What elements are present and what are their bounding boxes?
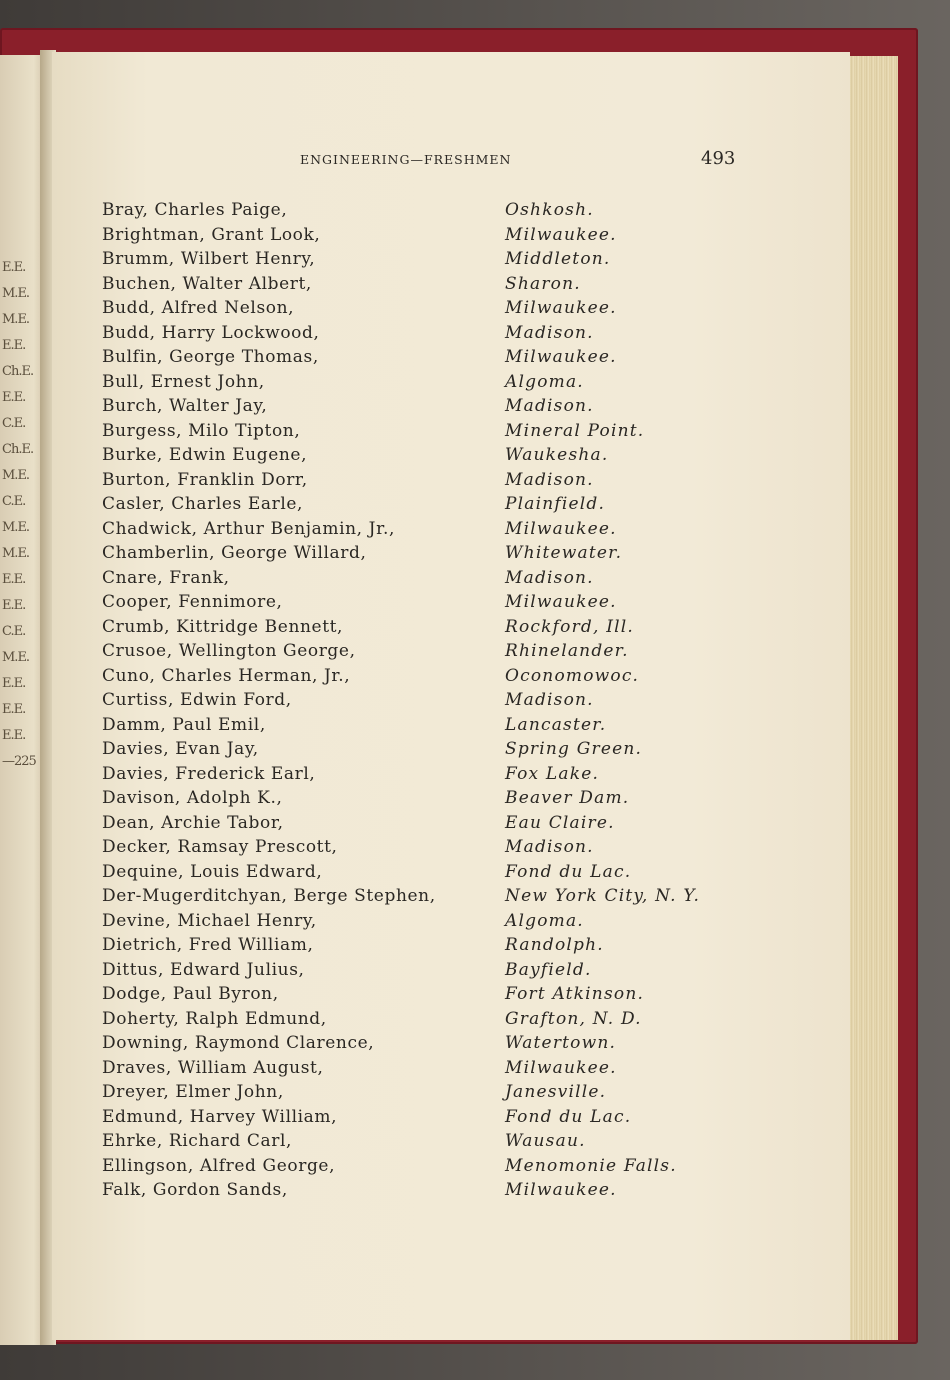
student-name: Davies, Evan Jay, [102,739,259,759]
list-item [102,247,782,272]
student-name: Dean, Archie Tabor, [102,812,284,833]
student-name: Der-Mugerditchyan, Berge Stephen, [102,886,436,906]
hometown: Milwaukee. [505,1180,617,1200]
previous-page-mark: E.E. [2,390,26,405]
hometown: Rhinelander. [505,641,629,661]
hometown: Wausau. [505,1131,586,1151]
student-name: Dittus, Edward Julius, [102,959,305,980]
previous-page-mark: M.E. [2,520,30,535]
list-item [102,1056,782,1081]
student-name: Crumb, Kittridge Bennett, [102,616,344,637]
previous-page-mark: E.E. [2,338,26,353]
student-name: Dreyer, Elmer John, [102,1082,284,1102]
hometown: Sharon. [505,273,581,294]
student-name: Doherty, Ralph Edmund, [102,1008,327,1029]
list-item [102,688,782,713]
student-name: Burton, Franklin Dorr, [102,469,308,490]
student-name: Decker, Ramsay Prescott, [102,837,338,857]
hometown: Watertown. [505,1033,617,1053]
page-edges [850,56,898,1340]
previous-page-mark: E.E. [2,676,26,691]
list-item [102,737,782,762]
hometown: Rockford, Ill. [505,616,634,637]
previous-page-mark: E.E. [2,572,26,587]
hometown: Oconomowoc. [505,665,640,686]
hometown: Bayfield. [505,959,592,980]
hometown: Fort Atkinson. [505,984,645,1004]
hometown: Madison. [505,690,594,710]
list-item [102,419,782,444]
previous-page-mark: C.E. [2,494,26,509]
student-name: Brumm, Wilbert Henry, [102,249,316,269]
page-number: 493 [701,148,736,169]
list-item [102,909,782,934]
hometown: Lancaster. [505,714,607,735]
list-item [102,198,782,223]
previous-page-mark: E.E. [2,598,26,613]
list-item [102,272,782,297]
hometown: Algoma. [505,910,584,931]
student-name: Edmund, Harvey William, [102,1106,338,1127]
hometown: Algoma. [505,371,584,392]
student-name: Budd, Harry Lockwood, [102,322,320,343]
student-name: Cooper, Fennimore, [102,592,283,612]
list-item [102,566,782,591]
hometown: Beaver Dam. [505,788,630,808]
student-name: Casler, Charles Earle, [102,494,304,514]
running-title: ENGINEERING—FRESHMEN [300,152,512,167]
previous-page-mark: —225 [2,754,36,769]
previous-page-mark: C.E. [2,416,26,431]
previous-page-mark: E.E. [2,702,26,717]
hometown: Grafton, N. D. [505,1008,642,1029]
student-name: Cuno, Charles Herman, Jr., [102,665,351,686]
list-item [102,1178,782,1203]
previous-page-mark: M.E. [2,546,30,561]
previous-page-mark: Ch.E. [2,364,34,379]
hometown: Menomonie Falls. [505,1155,677,1176]
list-item [102,811,782,836]
list-item [102,443,782,468]
hometown: Milwaukee. [505,224,617,245]
list-item [102,296,782,321]
hometown: Madison. [505,322,594,343]
list-item [102,835,782,860]
hometown: Mineral Point. [505,420,645,441]
student-name: Dodge, Paul Byron, [102,984,279,1004]
list-item [102,468,782,493]
previous-page-marks [2,255,42,775]
list-item [102,1031,782,1056]
student-name: Davies, Frederick Earl, [102,763,316,784]
student-name: Davison, Adolph K., [102,788,283,808]
hometown: Milwaukee. [505,298,617,318]
list-item [102,860,782,885]
student-name: Bray, Charles Paige, [102,200,288,220]
student-name: Brightman, Grant Look, [102,224,321,245]
hometown: Milwaukee. [505,518,617,539]
previous-page-mark: Ch.E. [2,442,34,457]
list-item [102,1105,782,1130]
student-name: Chadwick, Arthur Benjamin, Jr., [102,518,395,539]
list-item [102,786,782,811]
student-name: Buchen, Walter Albert, [102,273,312,294]
list-item [102,345,782,370]
hometown: Spring Green. [505,739,643,759]
list-item [102,639,782,664]
student-name: Ellingson, Alfred George, [102,1155,336,1176]
list-item [102,321,782,346]
hometown: Fond du Lac. [505,861,632,882]
student-name: Bull, Ernest John, [102,371,265,392]
previous-page-mark: M.E. [2,286,30,301]
student-name: Curtiss, Edwin Ford, [102,690,292,710]
student-name: Damm, Paul Emil, [102,714,266,735]
hometown: Madison. [505,837,594,857]
hometown: Oshkosh. [505,200,594,220]
student-name: Dietrich, Fred William, [102,935,314,955]
student-list [102,198,782,1203]
student-name: Burgess, Milo Tipton, [102,420,301,441]
previous-page-mark: M.E. [2,468,30,483]
hometown: Whitewater. [505,543,623,563]
list-item [102,1007,782,1032]
list-item [102,541,782,566]
hometown: Fond du Lac. [505,1106,632,1127]
hometown: Eau Claire. [505,812,615,833]
hometown: Janesville. [505,1082,607,1102]
hometown: Milwaukee. [505,1057,617,1078]
hometown: Fox Lake. [505,763,600,784]
student-name: Dequine, Louis Edward, [102,861,323,882]
list-item [102,1080,782,1105]
list-item [102,1154,782,1179]
previous-page-mark: C.E. [2,624,26,639]
hometown: Madison. [505,396,594,416]
hometown: Madison. [505,567,594,588]
list-item [102,713,782,738]
student-name: Burch, Walter Jay, [102,396,268,416]
previous-page-mark: E.E. [2,728,26,743]
list-item [102,958,782,983]
previous-page-mark: M.E. [2,312,30,327]
student-name: Chamberlin, George Willard, [102,543,367,563]
list-item [102,982,782,1007]
hometown: Middleton. [505,249,611,269]
list-item [102,1129,782,1154]
list-item [102,517,782,542]
hometown: Madison. [505,469,594,490]
hometown: New York City, N. Y. [505,886,701,906]
list-item [102,370,782,395]
student-name: Devine, Michael Henry, [102,910,317,931]
previous-page-mark: M.E. [2,650,30,665]
student-name: Downing, Raymond Clarence, [102,1033,375,1053]
hometown: Milwaukee. [505,592,617,612]
student-name: Bulfin, George Thomas, [102,347,319,367]
student-name: Budd, Alfred Nelson, [102,298,295,318]
hometown: Milwaukee. [505,347,617,367]
student-name: Ehrke, Richard Carl, [102,1131,293,1151]
list-item [102,223,782,248]
student-name: Burke, Edwin Eugene, [102,445,308,465]
list-item [102,933,782,958]
student-name: Cnare, Frank, [102,567,230,588]
list-item [102,394,782,419]
list-item [102,590,782,615]
student-name: Crusoe, Wellington George, [102,641,356,661]
hometown: Randolph. [505,935,604,955]
previous-page-mark: E.E. [2,260,26,275]
student-name: Draves, William August, [102,1057,324,1078]
student-name: Falk, Gordon Sands, [102,1180,288,1200]
list-item [102,664,782,689]
hometown: Waukesha. [505,445,609,465]
list-item [102,492,782,517]
list-item [102,615,782,640]
hometown: Plainfield. [505,494,606,514]
list-item [102,762,782,787]
list-item [102,884,782,909]
